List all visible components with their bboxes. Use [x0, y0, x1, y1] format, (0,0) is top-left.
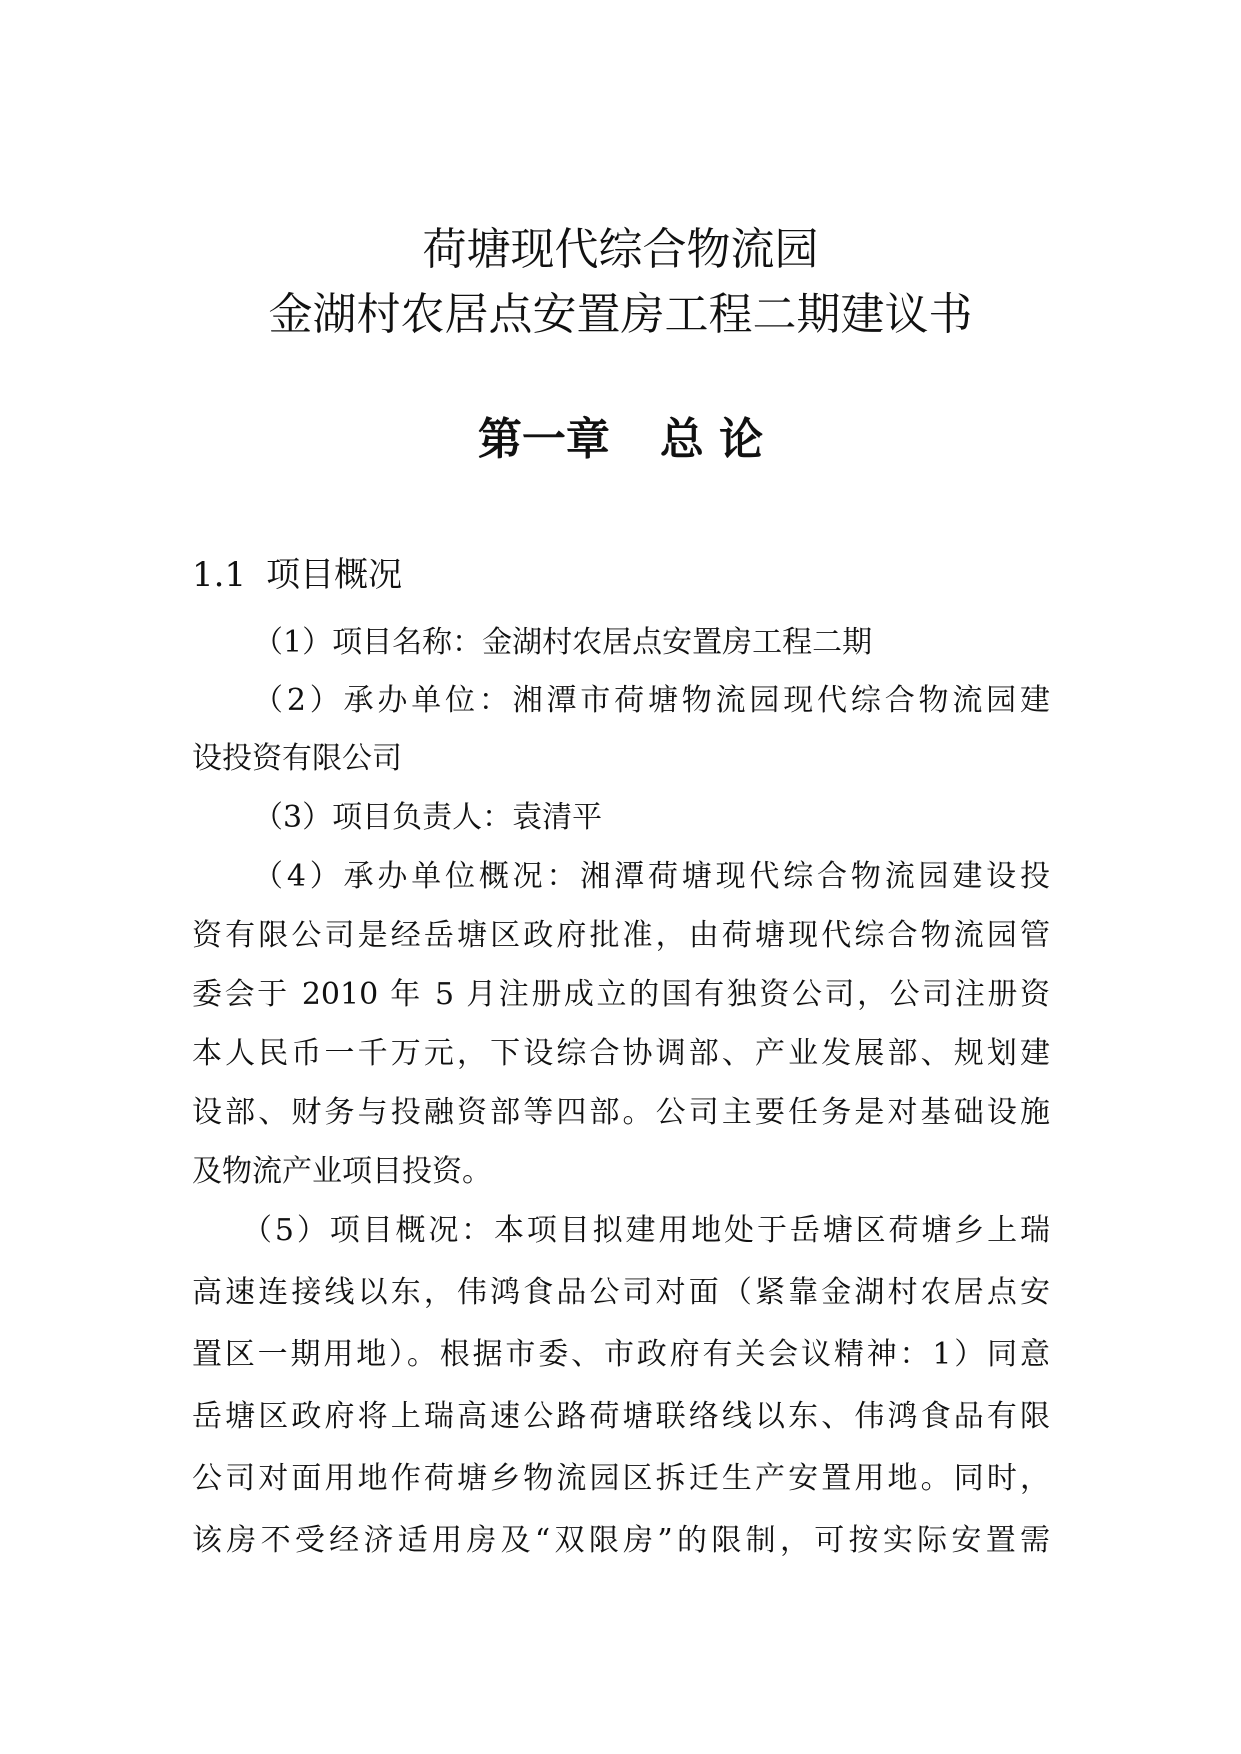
body-line: 设投资有限公司 [192, 741, 402, 776]
body-line: 及物流产业项目投资。 [192, 1154, 492, 1189]
body-line: （2）承办单位：湘潭市荷塘物流园现代综合物流园建 [253, 683, 1050, 718]
section-title: 项目概况 [266, 555, 403, 595]
body-line: 置区一期用地）。根据市委、市政府有关会议精神：1）同意 [192, 1337, 1050, 1372]
document-title-line-2: 金湖村农居点安置房工程二期建议书 [268, 289, 973, 340]
section-number: 1.1 [192, 555, 247, 595]
body-line: 委会于 2010 年 5 月注册成立的国有独资公司，公司注册资 [192, 977, 1050, 1012]
body-line: （3）项目负责人：袁清平 [253, 800, 603, 835]
chapter-heading [0, 414, 1241, 465]
body-line: （4）承办单位概况：湘潭荷塘现代综合物流园建设投 [253, 859, 1050, 894]
body-line: 高速连接线以东，伟鸿食品公司对面（紧靠金湖村农居点安 [192, 1275, 1050, 1310]
chapter-title: 总 论 [659, 414, 764, 465]
body-line: 设部、财务与投融资部等四部。公司主要任务是对基础设施 [192, 1095, 1050, 1130]
body-line: （1）项目名称：金湖村农居点安置房工程二期 [253, 625, 873, 660]
body-line: （5）项目概况：本项目拟建用地处于岳塘区荷塘乡上瑞 [242, 1213, 1050, 1248]
document-title-line-1: 荷塘现代综合物流园 [422, 224, 819, 275]
chapter-number: 第一章 [477, 414, 610, 465]
body-line: 该房不受经济适用房及“双限房”的限制，可按实际安置需 [192, 1523, 1050, 1558]
body-line: 岳塘区政府将上瑞高速公路荷塘联络线以东、伟鸿食品有限 [192, 1399, 1050, 1434]
body-line: 资有限公司是经岳塘区政府批准，由荷塘现代综合物流园管 [192, 918, 1050, 953]
section-heading [192, 555, 403, 595]
body-line: 公司对面用地作荷塘乡物流园区拆迁生产安置用地。同时， [192, 1461, 1050, 1496]
body-line: 本人民币一千万元，下设综合协调部、产业发展部、规划建 [192, 1036, 1050, 1071]
